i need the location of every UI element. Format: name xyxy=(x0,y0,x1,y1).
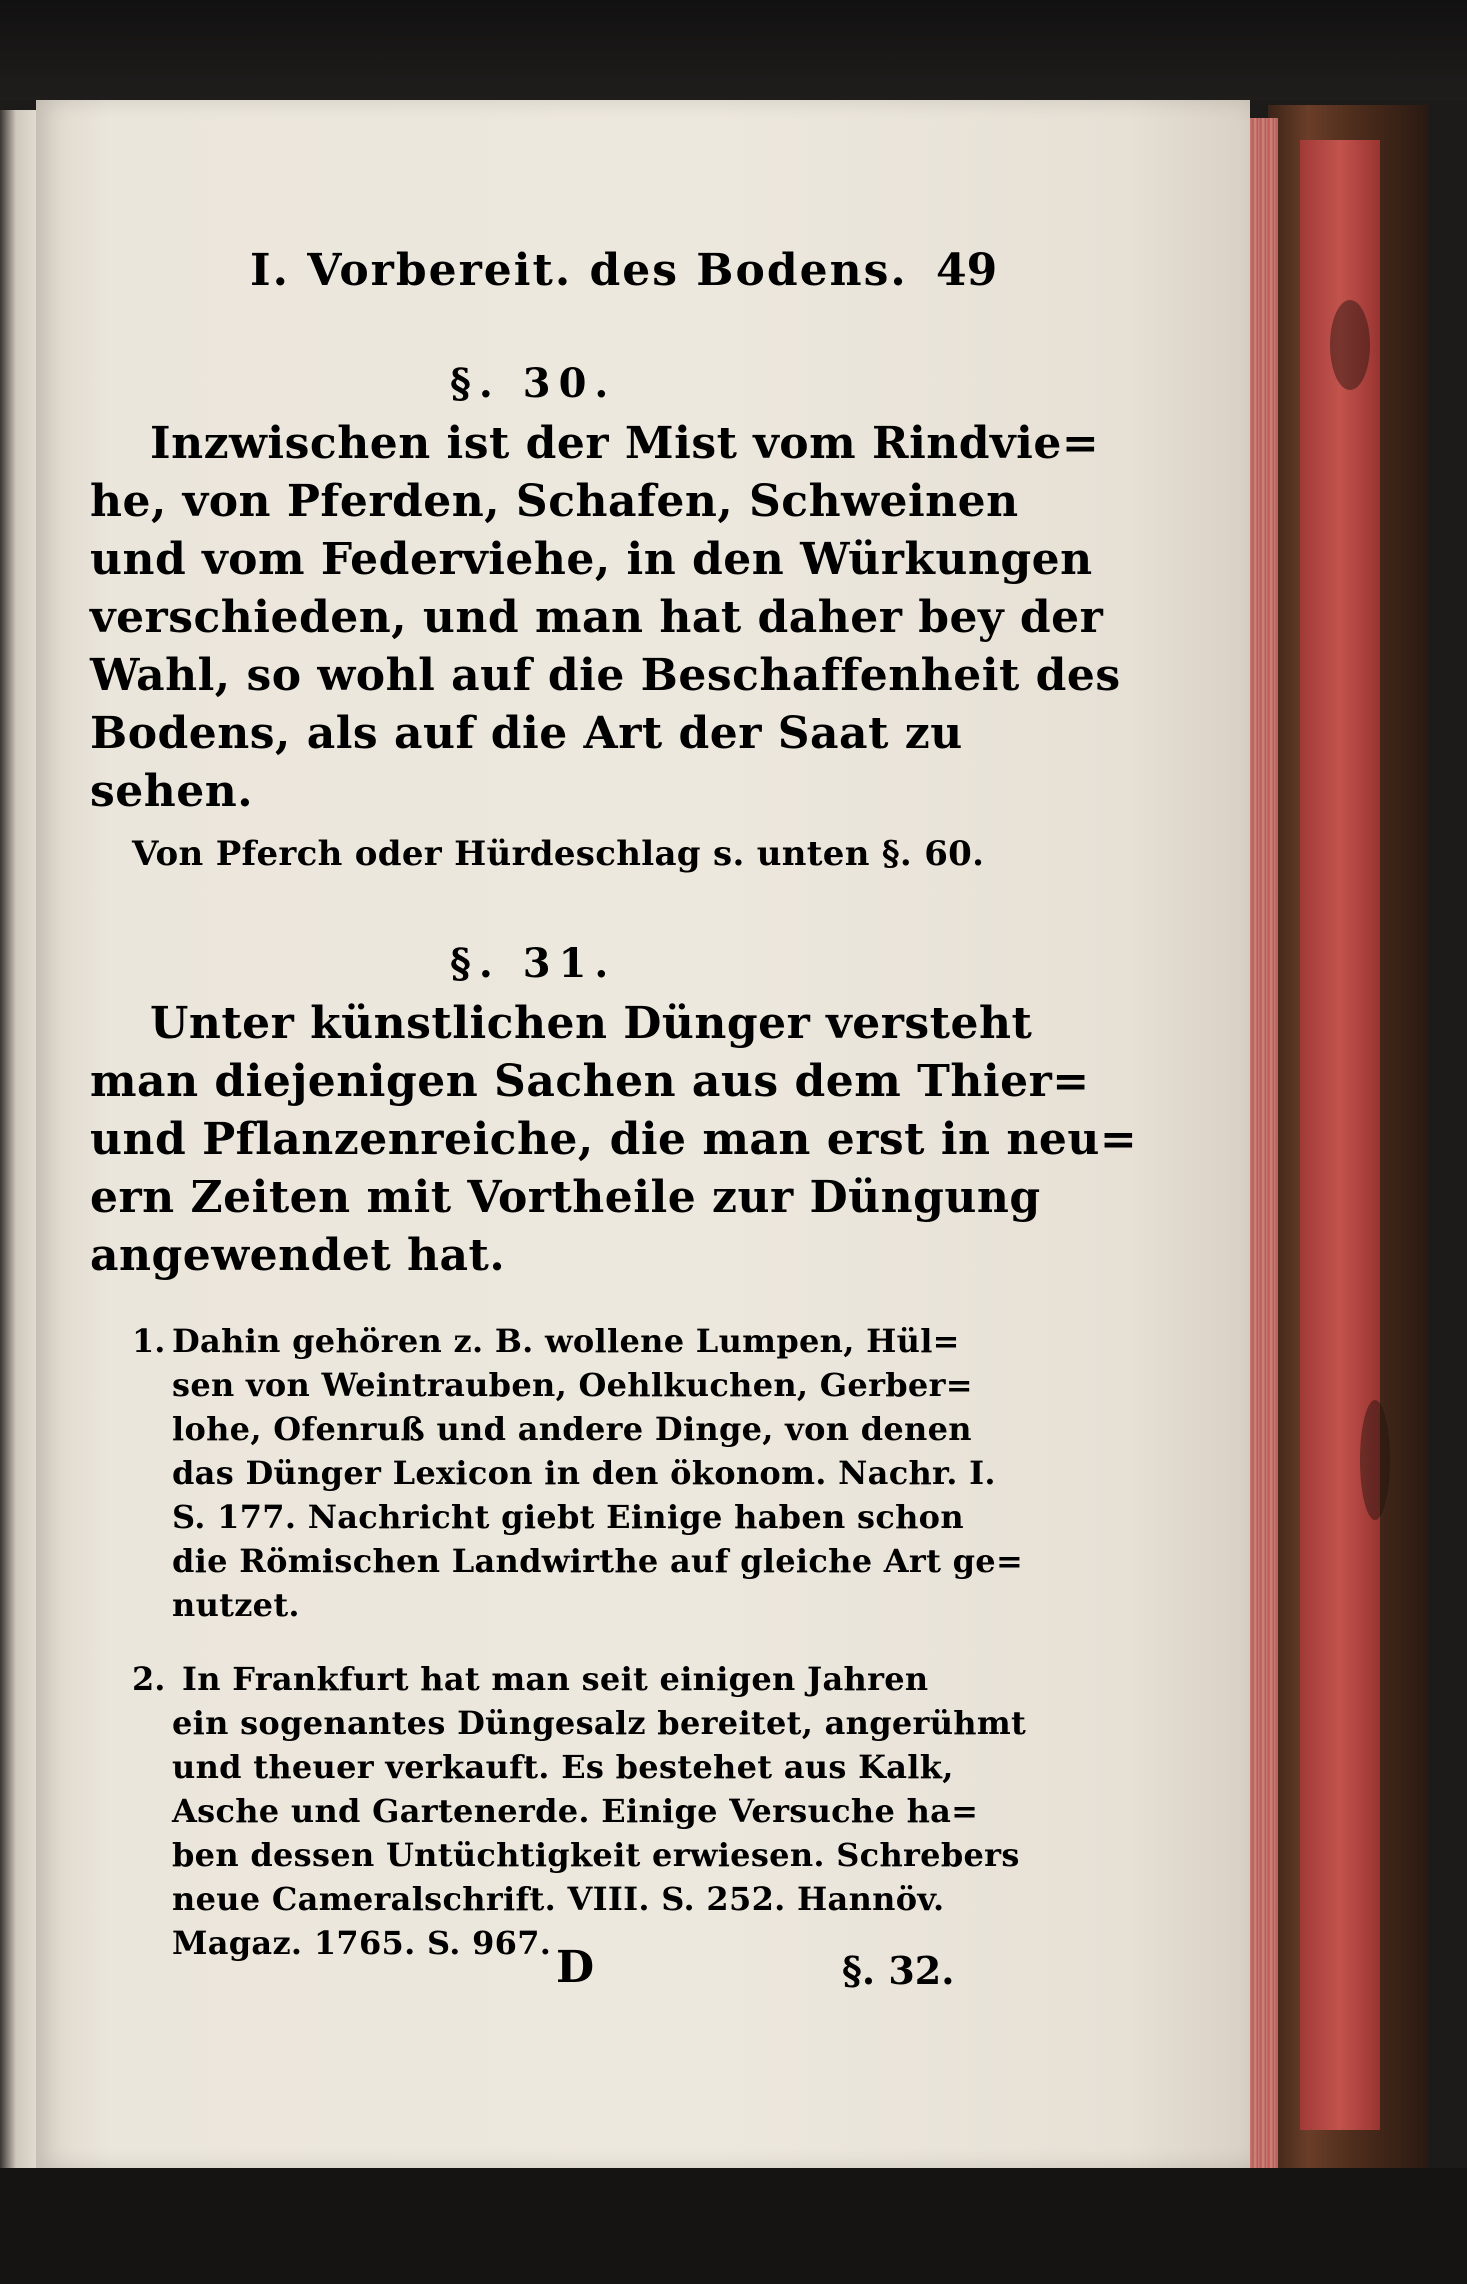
signature-mark: D xyxy=(556,1942,595,1993)
body-line: ern Zeiten mit Vortheile zur Düngung xyxy=(90,1172,1041,1223)
note-number: 2. xyxy=(132,1660,166,1698)
body-line: Unter künstlichen Dünger versteht xyxy=(150,998,1033,1049)
note-line: nutzet. xyxy=(172,1586,300,1624)
red-page-edges xyxy=(1300,140,1380,2130)
body-line: und Pflanzenreiche, die man erst in neu= xyxy=(90,1114,1138,1165)
cover-wear-mark xyxy=(1360,1400,1390,1520)
body-line: angewendet hat. xyxy=(90,1230,506,1281)
section-31-heading: §. 31. xyxy=(450,940,617,987)
note-line: die Römischen Landwirthe auf gleiche Art ge= xyxy=(172,1542,1024,1580)
note-line: lohe, Ofenruß und andere Dinge, von denen xyxy=(172,1410,972,1448)
note-number: 1. xyxy=(132,1322,166,1360)
left-page-edge xyxy=(0,110,40,2168)
body-line: he, von Pferden, Schafen, Schweinen xyxy=(90,476,1019,527)
note-line: und theuer verkauft. Es bestehet aus Kalk, xyxy=(172,1748,954,1786)
note-line: In Frankfurt hat man seit einigen Jahren xyxy=(182,1660,929,1698)
body-line: und vom Federviehe, in den Würkungen xyxy=(90,534,1093,585)
note-line: sen von Weintrauben, Oehlkuchen, Gerber= xyxy=(172,1366,973,1404)
note-line: neue Cameralschrift. VIII. S. 252. Hannöv. xyxy=(172,1880,945,1918)
note-line: ein sogenantes Düngesalz bereitet, angerühmt xyxy=(172,1704,1027,1742)
body-line: Bodens, als auf die Art der Saat zu xyxy=(90,708,963,759)
top-background xyxy=(0,0,1467,100)
body-line: Wahl, so wohl auf die Beschaffenheit des xyxy=(90,650,1121,701)
note-line: das Dünger Lexicon in den ökonom. Nachr. I. xyxy=(172,1454,996,1492)
bottom-background xyxy=(0,2168,1467,2284)
note-line: Magaz. 1765. S. 967. xyxy=(172,1924,552,1962)
body-line: verschieden, und man hat daher bey der xyxy=(90,592,1104,643)
section-30-heading: §. 30. xyxy=(450,360,617,407)
section-30-note: Von Pferch oder Hürdeschlag s. unten §. 60. xyxy=(132,834,985,874)
cover-wear-mark xyxy=(1330,300,1370,390)
note-line: S. 177. Nachricht giebt Einige haben schon xyxy=(172,1498,964,1536)
page-number: 49 xyxy=(936,245,998,296)
body-line: sehen. xyxy=(90,766,254,817)
note-line: Asche und Gartenerde. Einige Versuche ha= xyxy=(172,1792,979,1830)
body-line: Inzwischen ist der Mist vom Rindvie= xyxy=(150,418,1100,469)
note-line: ben dessen Untüchtigkeit erwiesen. Schrebers xyxy=(172,1836,1020,1874)
catchword: §. 32. xyxy=(842,1948,955,1993)
body-line: man diejenigen Sachen aus dem Thier= xyxy=(90,1056,1090,1107)
note-line: Dahin gehören z. B. wollene Lumpen, Hül= xyxy=(172,1322,960,1360)
running-head: I. Vorbereit. des Bodens. xyxy=(250,245,908,296)
